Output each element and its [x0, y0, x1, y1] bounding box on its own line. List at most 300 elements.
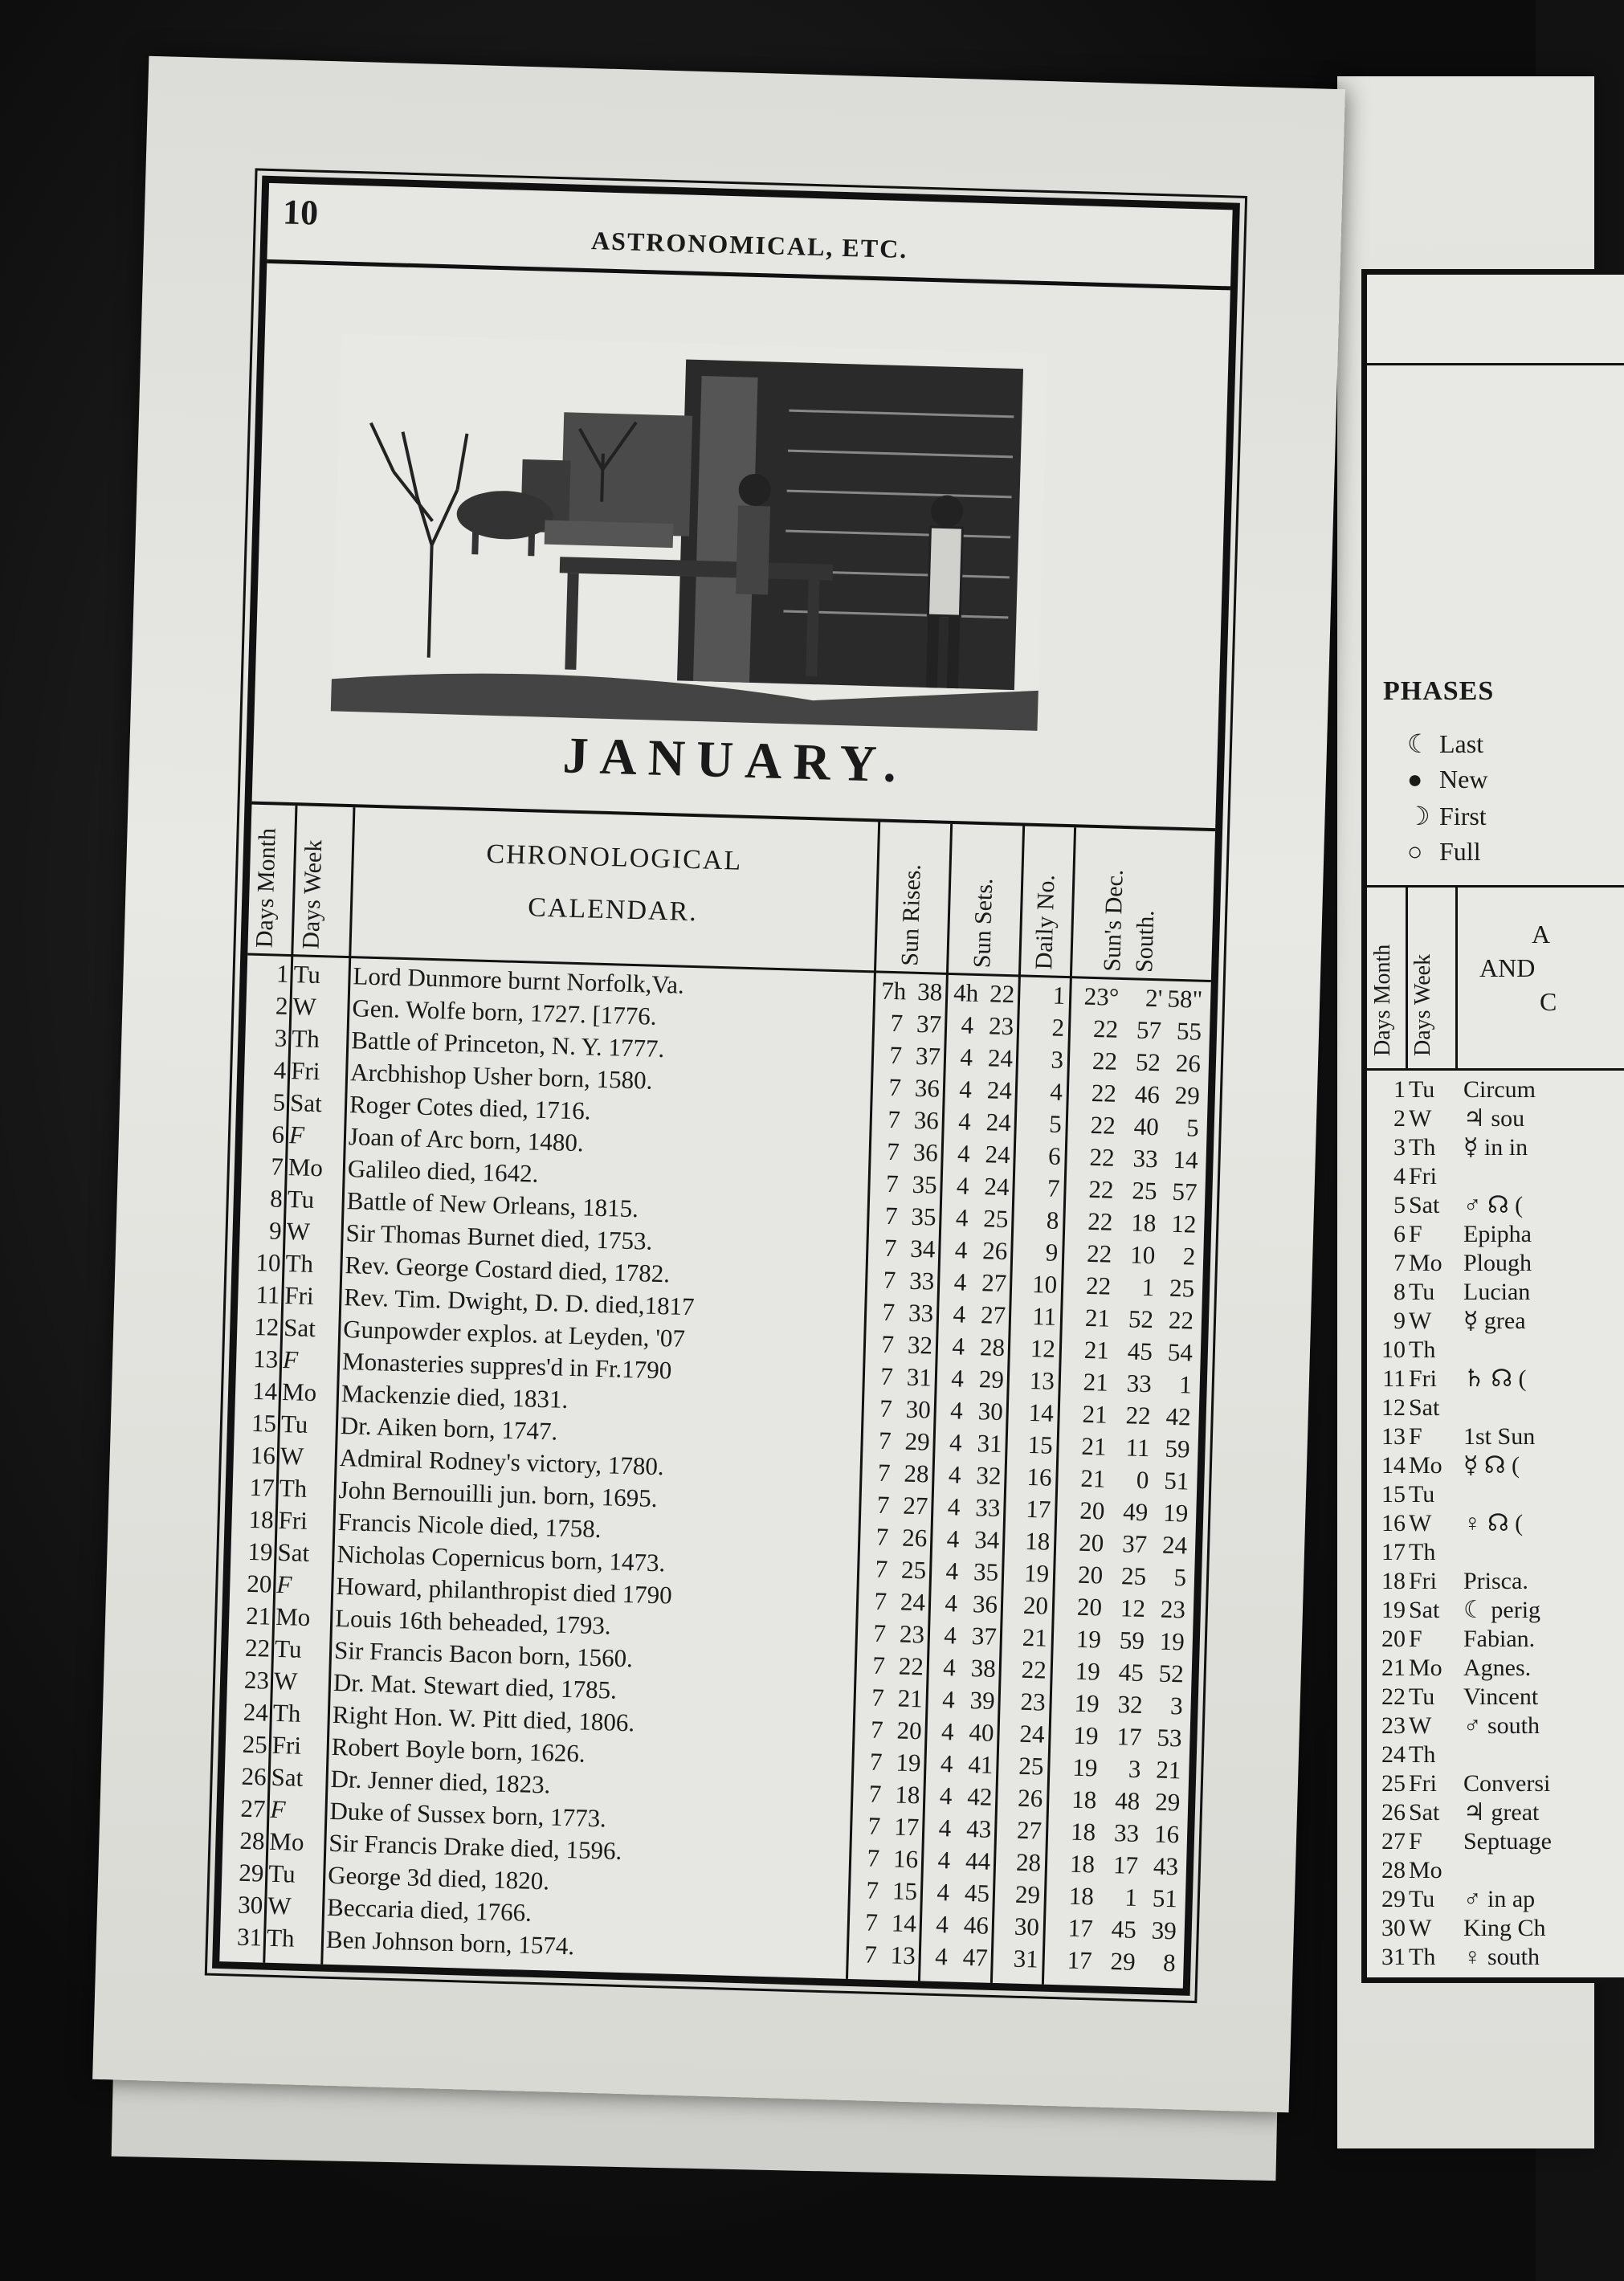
day-of-month: 9: [268, 1216, 283, 1245]
declination-degrees: 22: [1091, 1078, 1117, 1108]
right-calendar-row: [1367, 1855, 1624, 1887]
event-text: Agnes.: [1463, 1655, 1532, 1681]
sun-rise-hour: 7: [867, 1811, 881, 1840]
declination-minutes: 33: [1132, 1144, 1159, 1173]
declination-seconds: 22: [1168, 1305, 1194, 1335]
event-text: Nicholas Copernicus born, 1473.: [337, 1539, 666, 1577]
sun-set-minute: 47: [962, 1942, 989, 1972]
declination-seconds: 19: [1162, 1498, 1189, 1528]
day-of-week: Mo: [281, 1377, 317, 1407]
last-quarter-icon: ☾: [1407, 729, 1430, 758]
daily-number: 27: [1016, 1815, 1043, 1845]
right-calendar-row: [1367, 1681, 1624, 1713]
right-calendar-row: [1367, 1103, 1624, 1135]
day-of-week: Fri: [284, 1281, 315, 1311]
declination-degrees: 20: [1077, 1560, 1104, 1589]
declination-seconds: 5: [1185, 1113, 1200, 1142]
day-of-week: Th: [1409, 1741, 1436, 1768]
day-of-week: F: [282, 1345, 299, 1374]
day-of-week: W: [1409, 1915, 1432, 1941]
event-text: Louis 16th beheaded, 1793.: [334, 1603, 612, 1640]
sun-rise-hour: 7: [883, 1265, 896, 1295]
header-chronological: CHRONOLOGICAL: [485, 839, 743, 876]
daily-number: 12: [1030, 1333, 1056, 1363]
day-of-month: 27: [1381, 1828, 1406, 1855]
sun-rise-minute: 17: [893, 1812, 920, 1842]
first-quarter-icon: ☽: [1407, 802, 1430, 830]
sun-set-minute: 24: [986, 1075, 1013, 1105]
sun-rise-minute: 33: [908, 1266, 935, 1296]
day-of-week: Fri: [271, 1730, 302, 1760]
day-of-month: 10: [255, 1247, 282, 1277]
right-calendar-row: [1367, 1392, 1624, 1424]
day-of-week: Tu: [1409, 1683, 1435, 1710]
event-text: Francis Nicole died, 1758.: [337, 1507, 602, 1544]
daily-number: 7: [1047, 1173, 1061, 1202]
header-days-month: Days Month: [1370, 944, 1395, 1056]
sun-rise-minute: 35: [911, 1202, 936, 1231]
event-text: Roger Cotes died, 1716.: [349, 1090, 592, 1125]
sun-rise-minute: 34: [909, 1234, 936, 1263]
right-calendar-row: [1367, 1334, 1624, 1366]
right-calendar-row: [1367, 1479, 1624, 1511]
day-of-month: 19: [1381, 1597, 1406, 1623]
declination-degrees: 22: [1087, 1206, 1113, 1236]
day-of-month: 3: [1393, 1134, 1406, 1161]
sun-set-minute: 39: [969, 1686, 996, 1715]
day-of-month: 17: [1381, 1539, 1406, 1565]
day-of-week: Th: [285, 1249, 314, 1278]
declination-degrees: 17: [1067, 1913, 1094, 1943]
declination-seconds: 29: [1154, 1787, 1181, 1817]
day-of-week: Th: [266, 1923, 296, 1953]
declination-seconds: 51: [1163, 1466, 1189, 1496]
sun-set-hour: 4: [958, 1075, 973, 1104]
day-of-week: W: [1409, 1712, 1432, 1739]
right-calendar-row: [1367, 1189, 1624, 1222]
day-of-month: 31: [1381, 1944, 1406, 1970]
event-text: Sir Francis Drake died, 1596.: [328, 1828, 622, 1865]
sun-set-minute: 44: [965, 1846, 991, 1875]
day-of-week: Fri: [1409, 1365, 1438, 1392]
sun-set-minute: 24: [984, 1172, 1010, 1202]
day-of-week: Tu: [267, 1859, 296, 1888]
right-calendar-row: [1367, 1450, 1624, 1482]
day-of-month: 8: [269, 1184, 284, 1213]
sun-rise-hour: 7: [878, 1426, 892, 1455]
day-of-month: 13: [252, 1344, 279, 1373]
header-sun-rises: Sun Rises.: [896, 863, 926, 967]
right-col-divider: [1455, 888, 1458, 1068]
day-of-week: Sat: [283, 1313, 316, 1343]
daily-number: 4: [1049, 1077, 1063, 1106]
day-of-week: W: [273, 1666, 298, 1695]
daily-number: 13: [1029, 1365, 1055, 1395]
right-col-divider: [1406, 888, 1408, 1068]
declination-seconds: 39: [1151, 1916, 1177, 1945]
daily-number: 5: [1048, 1109, 1063, 1138]
day-of-month: 4: [1393, 1163, 1406, 1189]
event-text: ♂ ☊ (: [1463, 1192, 1524, 1218]
declination-seconds: 57: [1172, 1177, 1198, 1206]
day-of-month: 18: [1381, 1568, 1406, 1594]
sun-rise-minute: 30: [905, 1394, 932, 1424]
day-of-month: 2: [1393, 1105, 1406, 1132]
daily-number: 17: [1025, 1494, 1051, 1524]
declination-minutes: 25: [1132, 1176, 1157, 1206]
sun-set-minute: 45: [964, 1878, 990, 1908]
day-of-week: Sat: [289, 1088, 323, 1118]
day-of-week: Th: [1409, 1539, 1436, 1565]
declination-degrees: 21: [1082, 1399, 1108, 1429]
sun-rise-hour: 7: [887, 1104, 901, 1134]
declination-degrees: 19: [1074, 1688, 1100, 1718]
right-header-rule: [1367, 363, 1624, 365]
sun-set-minute: 34: [973, 1525, 1000, 1554]
event-text: Vincent: [1463, 1683, 1539, 1710]
sun-rise-hour: 7: [869, 1747, 883, 1777]
event-text: Circum: [1463, 1076, 1536, 1103]
header-calendar: CALENDAR.: [527, 892, 699, 928]
sun-rise-hour: 7: [887, 1072, 902, 1102]
right-calendar-row: [1367, 1305, 1624, 1337]
day-of-week: Fri: [278, 1505, 308, 1535]
day-of-week: Mo: [268, 1826, 305, 1856]
declination-degrees: 21: [1084, 1303, 1111, 1332]
event-text: ☿ ☊ (: [1463, 1452, 1520, 1479]
declination-minutes: 45: [1111, 1915, 1137, 1944]
calendar-table: [219, 802, 1215, 1989]
event-text: Sir Francis Bacon born, 1560.: [333, 1635, 634, 1673]
declination-degrees: 18: [1070, 1817, 1096, 1846]
sun-rise-minute: 37: [915, 1041, 941, 1071]
event-text: 1st Sun: [1463, 1423, 1536, 1450]
sun-rise-minute: 25: [900, 1555, 927, 1585]
sun-rise-minute: 36: [914, 1073, 941, 1103]
header-a: A: [1532, 920, 1551, 949]
declination-degrees: 22: [1090, 1110, 1116, 1140]
daily-number: 11: [1031, 1302, 1057, 1331]
day-of-week: Sat: [271, 1762, 304, 1792]
declination-degrees: 19: [1075, 1656, 1101, 1686]
day-of-week: W: [267, 1891, 292, 1920]
page-header: [267, 183, 1232, 290]
sun-rise-minute: 21: [897, 1683, 924, 1713]
sun-rise-hour: 7h: [880, 976, 907, 1006]
day-of-month: 3: [274, 1023, 288, 1052]
event-text: Dr. Mat. Stewart died, 1785.: [333, 1667, 618, 1704]
sun-set-hour: 4h: [953, 978, 979, 1007]
daily-number: 9: [1045, 1238, 1059, 1267]
sun-rise-minute: 36: [912, 1137, 939, 1167]
declination-seconds: 29: [1174, 1080, 1201, 1110]
day-of-week: W: [1409, 1105, 1432, 1132]
day-of-week: Fri: [1409, 1163, 1438, 1189]
header-and: AND: [1479, 953, 1536, 982]
declination-minutes: 1: [1124, 1883, 1138, 1912]
declination-seconds: 58": [1167, 984, 1203, 1014]
page-number: 10: [282, 192, 319, 233]
sun-set-minute: 46: [963, 1910, 989, 1940]
phase-label: New: [1439, 765, 1488, 794]
header-south: South.: [1131, 909, 1160, 973]
day-of-week: Th: [272, 1698, 301, 1728]
day-of-week: Sat: [277, 1537, 310, 1567]
sun-rise-hour: 7: [882, 1297, 896, 1327]
declination-minutes: 18: [1130, 1208, 1157, 1238]
day-of-month: 1: [1393, 1076, 1406, 1103]
sun-set-hour: 4: [938, 1814, 952, 1842]
phase-first: [1407, 801, 1487, 831]
sun-set-minute: 27: [981, 1268, 1007, 1298]
winter-woodcut-illustration: [331, 334, 1048, 731]
day-of-month: 10: [1381, 1336, 1406, 1363]
day-of-week: Fri: [1409, 1568, 1438, 1594]
day-of-month: 18: [248, 1504, 275, 1534]
sun-rise-hour: 7: [871, 1651, 886, 1680]
event-text: Septuage: [1463, 1828, 1552, 1855]
sun-rise-hour: 7: [864, 1908, 879, 1936]
sun-set-hour: 4: [954, 1235, 968, 1264]
declination-degrees: 20: [1079, 1496, 1105, 1525]
event-text: Gunpowder explos. at Leyden, '07: [342, 1315, 686, 1353]
day-of-month: 16: [250, 1440, 276, 1470]
declination-minutes: 37: [1121, 1529, 1148, 1559]
sun-set-minute: 31: [977, 1429, 1003, 1459]
day-of-week: Mo: [1409, 1452, 1442, 1479]
sun-rise-hour: 7: [890, 1008, 904, 1038]
day-of-month: 21: [1381, 1655, 1406, 1681]
declination-seconds: 12: [1170, 1209, 1197, 1238]
event-text: Beccaria died, 1766.: [326, 1892, 532, 1927]
declination-seconds: 1: [1178, 1370, 1193, 1399]
sun-set-minute: 27: [980, 1300, 1006, 1330]
sun-set-hour: 4: [955, 1203, 969, 1232]
day-of-week: F: [288, 1120, 305, 1149]
day-of-month: 22: [1381, 1683, 1406, 1710]
right-calendar-row: [1367, 1912, 1624, 1944]
day-of-week: Tu: [287, 1185, 315, 1214]
declination-seconds: 53: [1157, 1723, 1182, 1753]
sun-set-minute: 35: [973, 1557, 999, 1586]
sun-set-minute: 41: [967, 1750, 994, 1779]
right-calendar-row: [1367, 1739, 1624, 1771]
event-text: Dr. Aiken born, 1747.: [340, 1411, 558, 1446]
right-calendar-row: [1367, 1161, 1624, 1193]
right-calendar-row: [1367, 1594, 1624, 1626]
phases-title: PHASES: [1383, 676, 1495, 706]
sun-set-hour: 4: [957, 1107, 972, 1136]
sun-rise-minute: 16: [892, 1844, 919, 1874]
sun-set-hour: 4: [953, 1267, 967, 1296]
declination-degrees: 22: [1086, 1238, 1112, 1268]
sun-set-hour: 4: [941, 1685, 956, 1714]
declination-degrees: 22: [1088, 1174, 1115, 1204]
day-of-month: 30: [237, 1890, 263, 1920]
sun-set-minute: 22: [989, 979, 1015, 1009]
sun-rise-minute: 38: [916, 977, 943, 1006]
day-of-month: 24: [1381, 1741, 1406, 1768]
event-text: Rev. Tim. Dwight, D. D. died,1817: [343, 1283, 696, 1321]
declination-seconds: 16: [1153, 1819, 1180, 1849]
declination-seconds: 19: [1159, 1626, 1185, 1656]
declination-minutes: 10: [1129, 1240, 1156, 1270]
sun-rise-hour: 7: [886, 1136, 900, 1166]
phase-label: First: [1439, 802, 1487, 830]
sun-rise-hour: 7: [874, 1586, 887, 1616]
daily-number: 29: [1014, 1879, 1041, 1909]
day-of-month: 12: [253, 1312, 280, 1341]
day-of-month: 26: [1381, 1799, 1406, 1826]
sun-rise-hour: 7: [868, 1779, 882, 1808]
declination-seconds: 59: [1165, 1434, 1191, 1463]
day-of-month: 5: [272, 1087, 286, 1116]
sun-rise-hour: 7: [866, 1875, 879, 1904]
sun-set-minute: 24: [987, 1043, 1014, 1073]
sun-rise-minute: 22: [898, 1651, 924, 1681]
event-text: ♄ ☊ (: [1463, 1365, 1527, 1392]
right-page-frame: [1361, 269, 1624, 1983]
header-daily-no: Daily No.: [1030, 874, 1060, 970]
declination-degrees: 22: [1092, 1014, 1119, 1043]
day-of-week: Tu: [1409, 1076, 1435, 1103]
daily-number: 30: [1014, 1912, 1040, 1941]
declination-seconds: 43: [1153, 1851, 1179, 1881]
event-text: Fabian.: [1463, 1626, 1536, 1652]
right-calendar-row: [1367, 1508, 1624, 1540]
declination-minutes: 52: [1128, 1304, 1154, 1334]
sun-set-minute: 33: [974, 1493, 1001, 1522]
day-of-month: 26: [241, 1761, 267, 1791]
sun-rise-minute: 18: [894, 1780, 920, 1810]
sun-set-hour: 4: [953, 1300, 966, 1328]
declination-minutes: 1: [1141, 1272, 1155, 1302]
sun-rise-minute: 32: [907, 1330, 933, 1360]
day-of-month: 29: [238, 1858, 264, 1887]
phase-last: [1407, 728, 1483, 759]
sun-set-hour: 4: [945, 1557, 959, 1585]
sun-set-hour: 4: [940, 1749, 953, 1778]
declination-degrees: 19: [1075, 1624, 1102, 1654]
sun-rise-hour: 7: [870, 1715, 884, 1744]
right-calendar-row: [1367, 1797, 1624, 1829]
sun-rise-hour: 7: [871, 1683, 885, 1712]
day-of-week: Fri: [1409, 1770, 1438, 1797]
event-text: Right Hon. W. Pitt died, 1806.: [332, 1700, 635, 1737]
daily-number: 15: [1027, 1430, 1054, 1459]
sun-set-minute: 29: [978, 1365, 1005, 1394]
sun-set-hour: 4: [945, 1589, 958, 1618]
right-calendar-row: [1367, 1276, 1624, 1308]
day-of-month: 11: [255, 1280, 280, 1309]
event-text: Epipha: [1463, 1221, 1532, 1247]
day-of-week: W: [1409, 1308, 1432, 1334]
event-text: Joan of Arc born, 1480.: [348, 1122, 585, 1157]
right-calendar-row: [1367, 1421, 1624, 1453]
event-text: Howard, philanthropist died 1790: [335, 1571, 673, 1610]
day-of-month: 6: [1393, 1221, 1406, 1247]
sun-rise-minute: 33: [908, 1298, 934, 1328]
day-of-week: F: [275, 1569, 292, 1599]
day-of-month: 30: [1381, 1915, 1406, 1941]
declination-seconds: 2: [1182, 1242, 1196, 1271]
day-of-week: Mo: [1409, 1655, 1442, 1681]
day-of-month: 24: [243, 1697, 269, 1727]
phase-label: Last: [1439, 729, 1484, 758]
header-days-week: Days Week: [297, 839, 328, 950]
event-text: Lord Dunmore burnt Norfolk,Va.: [353, 961, 685, 999]
day-of-week: F: [1409, 1221, 1422, 1247]
day-of-week: Mo: [1409, 1857, 1442, 1883]
right-calendar-row: [1367, 1768, 1624, 1800]
declination-minutes: 2': [1145, 983, 1163, 1013]
event-text: Battle of Princeton, N. Y. 1777.: [350, 1026, 665, 1063]
day-of-week: F: [1409, 1423, 1422, 1450]
sun-rise-hour: 7: [873, 1618, 887, 1648]
sun-rise-minute: 13: [890, 1940, 916, 1970]
header-days-week: Days Week: [1410, 953, 1435, 1056]
sun-set-hour: 4: [950, 1364, 965, 1393]
day-of-week: Th: [1409, 1336, 1436, 1363]
daily-number: 18: [1024, 1526, 1051, 1556]
full-moon-icon: ○: [1407, 837, 1423, 866]
sun-rise-minute: 19: [896, 1748, 921, 1777]
day-of-month: 23: [243, 1665, 270, 1695]
right-table-header: [1367, 885, 1624, 1071]
declination-seconds: 42: [1165, 1402, 1192, 1431]
sun-set-hour: 4: [936, 1877, 950, 1907]
header-sun-sets: Sun Sets.: [969, 877, 998, 969]
day-of-week: Sat: [1409, 1192, 1440, 1218]
declination-seconds: 55: [1176, 1016, 1202, 1046]
new-moon-icon: ●: [1407, 765, 1423, 794]
declination-minutes: 45: [1127, 1336, 1153, 1366]
event-text: ♂ south: [1463, 1712, 1540, 1739]
sun-rise-hour: 7: [867, 1843, 880, 1872]
day-of-month: 25: [1381, 1770, 1406, 1797]
sun-rise-minute: 20: [896, 1716, 923, 1745]
declination-seconds: 51: [1152, 1883, 1178, 1913]
left-page: [92, 56, 1345, 2113]
declination-minutes: 59: [1119, 1626, 1145, 1655]
declination-degrees: 17: [1067, 1945, 1093, 1975]
sun-set-minute: 37: [971, 1622, 998, 1651]
day-of-month: 29: [1381, 1886, 1406, 1912]
day-of-week: W: [292, 992, 317, 1021]
daily-number: 24: [1019, 1719, 1046, 1748]
declination-minutes: 11: [1125, 1433, 1151, 1463]
declination-minutes: 52: [1135, 1047, 1161, 1077]
sun-set-minute: 30: [977, 1397, 1004, 1426]
declination-degrees: 22: [1092, 1046, 1118, 1075]
day-of-week: W: [280, 1441, 304, 1471]
event-text: Gen. Wolfe born, 1727. [1776.: [351, 994, 658, 1030]
day-of-week: Fri: [290, 1056, 320, 1086]
daily-number: 26: [1017, 1783, 1043, 1813]
sun-rise-minute: 24: [900, 1587, 926, 1617]
sun-set-hour: 4: [949, 1396, 964, 1425]
right-calendar-row: [1367, 1623, 1624, 1655]
declination-minutes: 12: [1120, 1593, 1146, 1623]
daily-number: 22: [1021, 1655, 1047, 1684]
sun-set-hour: 4: [949, 1428, 963, 1457]
sun-set-minute: 43: [965, 1814, 992, 1843]
day-of-week: F: [1409, 1828, 1422, 1855]
right-calendar-row: [1367, 1132, 1624, 1164]
sun-rise-hour: 7: [876, 1490, 890, 1520]
event-text: Admiral Rodney's victory, 1780.: [339, 1443, 665, 1481]
sun-set-hour: 4: [960, 1043, 973, 1071]
